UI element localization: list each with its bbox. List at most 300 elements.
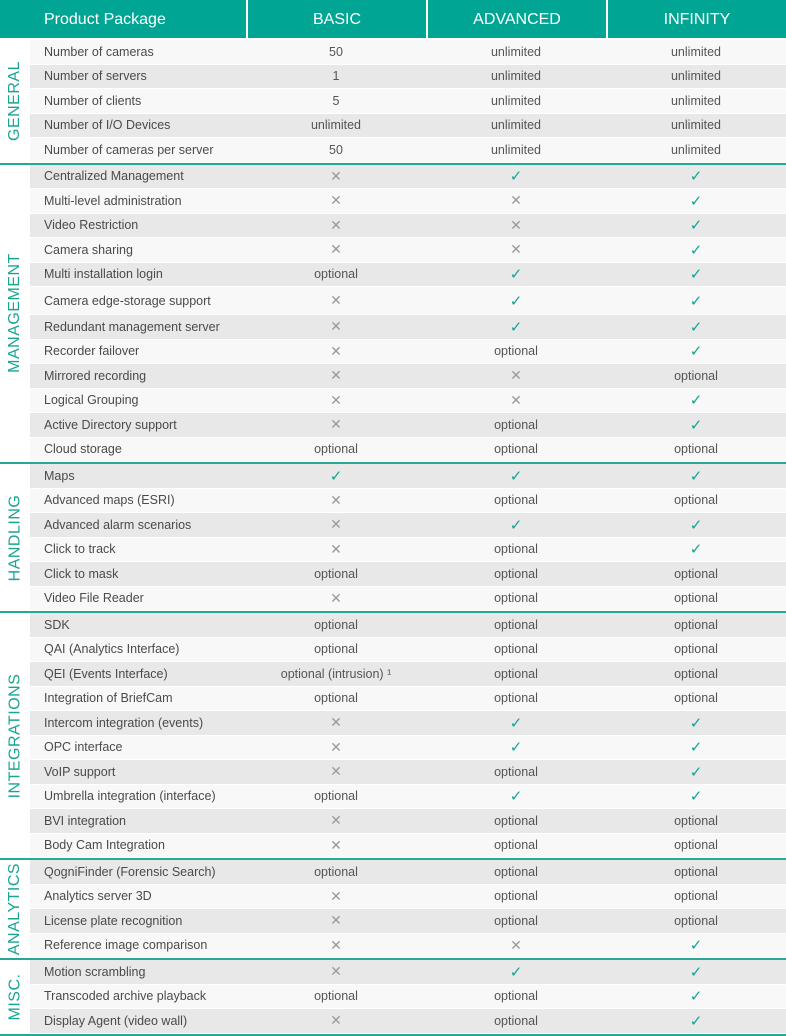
infinity-value: optional bbox=[674, 691, 718, 706]
feature-name: OPC interface bbox=[44, 740, 123, 755]
basic-value: optional bbox=[314, 989, 358, 1004]
section-management bbox=[0, 165, 786, 465]
table-row bbox=[30, 985, 786, 1010]
table-row bbox=[30, 613, 786, 638]
feature-name: Motion scrambling bbox=[44, 964, 146, 979]
advanced-cell bbox=[426, 467, 606, 485]
check-icon: ✓ bbox=[689, 1012, 703, 1030]
basic-value: optional bbox=[314, 442, 358, 457]
infinity-cell bbox=[606, 914, 786, 928]
table-row bbox=[30, 65, 786, 90]
basic-cell bbox=[246, 642, 426, 656]
basic-cell bbox=[246, 467, 426, 485]
section-label bbox=[0, 960, 30, 1034]
infinity-cell bbox=[606, 493, 786, 507]
feature-name: Active Directory support bbox=[44, 417, 177, 432]
basic-cell bbox=[246, 789, 426, 803]
cross-icon: ✕ bbox=[330, 491, 342, 508]
table-row bbox=[30, 489, 786, 514]
basic-cell bbox=[246, 118, 426, 132]
feature-comparison-table bbox=[0, 40, 786, 1036]
section-handling bbox=[0, 464, 786, 613]
table-row bbox=[30, 287, 786, 315]
basic-cell bbox=[246, 812, 426, 829]
basic-value: 1 bbox=[332, 69, 340, 84]
cross-icon: ✕ bbox=[330, 292, 342, 308]
check-icon: ✓ bbox=[689, 988, 703, 1006]
table-row bbox=[30, 834, 786, 859]
table-row bbox=[30, 238, 786, 263]
table-row bbox=[30, 89, 786, 114]
section-misc bbox=[0, 960, 786, 1036]
table-row bbox=[30, 315, 786, 340]
table-row bbox=[30, 214, 786, 239]
table-row bbox=[30, 138, 786, 163]
table-row bbox=[30, 165, 786, 190]
basic-cell bbox=[246, 168, 426, 185]
check-icon: ✓ bbox=[509, 266, 523, 284]
basic-cell bbox=[246, 143, 426, 157]
infinity-value: optional bbox=[674, 617, 718, 632]
advanced-cell bbox=[426, 318, 606, 336]
section-label-text: MISC. bbox=[6, 973, 24, 1021]
cross-icon: ✕ bbox=[510, 216, 522, 233]
advanced-value: optional bbox=[494, 344, 538, 359]
advanced-value: optional bbox=[494, 889, 538, 904]
feature-name: Multi installation login bbox=[44, 267, 163, 282]
check-icon: ✓ bbox=[509, 963, 523, 981]
feature-name: QEI (Events Interface) bbox=[44, 666, 168, 681]
infinity-cell bbox=[606, 241, 786, 259]
basic-cell bbox=[246, 763, 426, 780]
advanced-cell bbox=[426, 814, 606, 828]
cross-icon: ✕ bbox=[330, 887, 342, 904]
table-row bbox=[30, 513, 786, 538]
cross-icon: ✕ bbox=[330, 391, 342, 408]
basic-cell bbox=[246, 343, 426, 360]
check-icon: ✓ bbox=[689, 217, 703, 235]
advanced-cell bbox=[426, 667, 606, 681]
table-row bbox=[30, 364, 786, 389]
advanced-cell bbox=[426, 567, 606, 581]
feature-name: Integration of BriefCam bbox=[44, 691, 173, 706]
check-icon: ✓ bbox=[689, 343, 703, 361]
feature-name: Number of I/O Devices bbox=[44, 118, 171, 133]
table-row bbox=[30, 114, 786, 139]
section-label-text: INTEGRATIONS bbox=[6, 673, 24, 798]
basic-value: optional bbox=[314, 617, 358, 632]
check-icon: ✓ bbox=[689, 266, 703, 284]
feature-name: Video Restriction bbox=[44, 218, 139, 233]
advanced-cell bbox=[426, 787, 606, 805]
advanced-value: optional bbox=[494, 764, 538, 779]
basic-cell bbox=[246, 541, 426, 558]
cross-icon: ✕ bbox=[510, 936, 522, 953]
table-row bbox=[30, 785, 786, 810]
check-icon: ✓ bbox=[329, 467, 343, 485]
advanced-value: optional bbox=[494, 691, 538, 706]
infinity-value: unlimited bbox=[670, 118, 722, 133]
infinity-cell bbox=[606, 118, 786, 132]
advanced-cell bbox=[426, 838, 606, 852]
basic-cell bbox=[246, 241, 426, 258]
basic-value: optional bbox=[314, 864, 358, 879]
basic-value: 50 bbox=[329, 142, 343, 157]
basic-cell bbox=[246, 912, 426, 929]
basic-cell bbox=[246, 888, 426, 905]
advanced-cell bbox=[426, 1014, 606, 1028]
section-label bbox=[0, 165, 30, 463]
cross-icon: ✕ bbox=[330, 167, 342, 184]
feature-name: Number of clients bbox=[44, 93, 142, 108]
advanced-value: optional bbox=[494, 913, 538, 928]
infinity-cell bbox=[606, 738, 786, 756]
advanced-cell bbox=[426, 265, 606, 283]
infinity-cell bbox=[606, 763, 786, 781]
check-icon: ✓ bbox=[509, 739, 523, 757]
section-label bbox=[0, 464, 30, 611]
infinity-cell bbox=[606, 516, 786, 534]
check-icon: ✓ bbox=[689, 292, 703, 310]
basic-cell bbox=[246, 192, 426, 209]
advanced-value: optional bbox=[494, 417, 538, 432]
table-row bbox=[30, 662, 786, 687]
check-icon: ✓ bbox=[689, 192, 703, 210]
infinity-cell bbox=[606, 216, 786, 234]
basic-cell bbox=[246, 492, 426, 509]
header-infinity: INFINITY bbox=[608, 0, 786, 38]
section-label bbox=[0, 40, 30, 163]
table-row bbox=[30, 263, 786, 288]
basic-cell bbox=[246, 937, 426, 954]
basic-cell bbox=[246, 217, 426, 234]
section-analytics bbox=[0, 860, 786, 960]
check-icon: ✓ bbox=[689, 763, 703, 781]
basic-cell bbox=[246, 865, 426, 879]
advanced-value: optional bbox=[494, 566, 538, 581]
advanced-cell bbox=[426, 963, 606, 981]
section-label bbox=[0, 860, 30, 958]
advanced-cell bbox=[426, 167, 606, 185]
infinity-cell bbox=[606, 192, 786, 210]
feature-name: Camera edge-storage support bbox=[44, 293, 211, 308]
infinity-cell bbox=[606, 714, 786, 732]
infinity-cell bbox=[606, 963, 786, 981]
feature-name: Number of cameras per server bbox=[44, 142, 214, 157]
feature-name: Recorder failover bbox=[44, 344, 140, 359]
feature-name: Number of servers bbox=[44, 69, 147, 84]
section-label-text: MANAGEMENT bbox=[6, 253, 24, 374]
feature-name: Advanced alarm scenarios bbox=[44, 517, 192, 532]
feature-name: BVI integration bbox=[44, 813, 126, 828]
check-icon: ✓ bbox=[689, 467, 703, 485]
infinity-cell bbox=[606, 69, 786, 83]
cross-icon: ✕ bbox=[510, 367, 522, 384]
check-icon: ✓ bbox=[689, 541, 703, 559]
infinity-value: unlimited bbox=[670, 93, 722, 108]
table-row bbox=[30, 885, 786, 910]
feature-name: Multi-level administration bbox=[44, 193, 182, 208]
advanced-value: optional bbox=[494, 1013, 538, 1028]
check-icon: ✓ bbox=[689, 241, 703, 259]
infinity-cell bbox=[606, 292, 786, 310]
advanced-cell bbox=[426, 217, 606, 234]
section-integrations bbox=[0, 613, 786, 860]
advanced-value: optional bbox=[494, 666, 538, 681]
infinity-cell bbox=[606, 416, 786, 434]
table-row bbox=[30, 760, 786, 785]
table-row bbox=[30, 40, 786, 65]
advanced-value: optional bbox=[494, 813, 538, 828]
infinity-cell bbox=[606, 369, 786, 383]
check-icon: ✓ bbox=[689, 788, 703, 806]
check-icon: ✓ bbox=[509, 714, 523, 732]
infinity-cell bbox=[606, 667, 786, 681]
infinity-value: optional bbox=[674, 666, 718, 681]
advanced-cell bbox=[426, 118, 606, 132]
check-icon: ✓ bbox=[509, 516, 523, 534]
feature-name: Body Cam Integration bbox=[44, 838, 165, 853]
cross-icon: ✕ bbox=[510, 192, 522, 209]
advanced-cell bbox=[426, 241, 606, 258]
basic-cell bbox=[246, 667, 426, 681]
table-row bbox=[30, 1009, 786, 1034]
cross-icon: ✕ bbox=[330, 516, 342, 533]
feature-name: Number of cameras bbox=[44, 44, 154, 59]
header-product-package: Product Package bbox=[0, 0, 246, 38]
table-row bbox=[30, 464, 786, 489]
table-row bbox=[30, 389, 786, 414]
cross-icon: ✕ bbox=[330, 812, 342, 829]
feature-name: Display Agent (video wall) bbox=[44, 1013, 188, 1028]
advanced-cell bbox=[426, 69, 606, 83]
infinity-value: optional bbox=[674, 813, 718, 828]
cross-icon: ✕ bbox=[330, 416, 342, 433]
check-icon: ✓ bbox=[689, 714, 703, 732]
section-general bbox=[0, 40, 786, 165]
feature-name: SDK bbox=[44, 617, 70, 632]
infinity-value: optional bbox=[674, 591, 718, 606]
advanced-cell bbox=[426, 516, 606, 534]
basic-cell bbox=[246, 416, 426, 433]
advanced-cell bbox=[426, 914, 606, 928]
basic-cell bbox=[246, 318, 426, 335]
table-row bbox=[30, 809, 786, 834]
check-icon: ✓ bbox=[509, 318, 523, 336]
advanced-cell bbox=[426, 865, 606, 879]
advanced-cell bbox=[426, 738, 606, 756]
feature-name: VoIP support bbox=[44, 764, 116, 779]
infinity-cell bbox=[606, 467, 786, 485]
advanced-value: unlimited bbox=[490, 69, 542, 84]
feature-name: Click to mask bbox=[44, 566, 119, 581]
basic-cell bbox=[246, 69, 426, 83]
table-row bbox=[30, 736, 786, 761]
table-row bbox=[30, 538, 786, 563]
cross-icon: ✕ bbox=[330, 836, 342, 853]
cross-icon: ✕ bbox=[510, 241, 522, 258]
cross-icon: ✕ bbox=[330, 216, 342, 233]
feature-name: QogniFinder (Forensic Search) bbox=[44, 864, 216, 879]
cross-icon: ✕ bbox=[330, 738, 342, 755]
infinity-cell bbox=[606, 865, 786, 879]
basic-cell bbox=[246, 45, 426, 59]
basic-cell bbox=[246, 714, 426, 731]
section-label-text: HANDLING bbox=[6, 494, 23, 581]
advanced-cell bbox=[426, 344, 606, 358]
infinity-value: unlimited bbox=[670, 44, 722, 59]
advanced-value: optional bbox=[494, 617, 538, 632]
feature-name: Maps bbox=[44, 468, 75, 483]
feature-name: Reference image comparison bbox=[44, 938, 208, 953]
advanced-cell bbox=[426, 889, 606, 903]
advanced-value: unlimited bbox=[490, 93, 542, 108]
advanced-cell bbox=[426, 392, 606, 409]
infinity-cell bbox=[606, 591, 786, 605]
table-row bbox=[30, 562, 786, 587]
basic-value: optional bbox=[314, 691, 358, 706]
section-label bbox=[0, 613, 30, 858]
check-icon: ✓ bbox=[509, 292, 523, 310]
infinity-cell bbox=[606, 987, 786, 1005]
cross-icon: ✕ bbox=[510, 391, 522, 408]
infinity-cell bbox=[606, 540, 786, 558]
cross-icon: ✕ bbox=[330, 714, 342, 731]
infinity-cell bbox=[606, 787, 786, 805]
basic-cell bbox=[246, 989, 426, 1003]
basic-cell bbox=[246, 516, 426, 533]
basic-cell bbox=[246, 1012, 426, 1029]
cross-icon: ✕ bbox=[330, 589, 342, 606]
basic-cell bbox=[246, 739, 426, 756]
feature-name: Logical Grouping bbox=[44, 393, 139, 408]
cross-icon: ✕ bbox=[330, 1012, 342, 1029]
infinity-cell bbox=[606, 318, 786, 336]
cross-icon: ✕ bbox=[330, 318, 342, 335]
basic-cell bbox=[246, 392, 426, 409]
basic-cell bbox=[246, 618, 426, 632]
basic-cell bbox=[246, 963, 426, 980]
basic-value: optional (intrusion) ¹ bbox=[280, 666, 392, 681]
basic-cell bbox=[246, 567, 426, 581]
feature-name: License plate recognition bbox=[44, 913, 183, 928]
infinity-value: optional bbox=[674, 368, 718, 383]
feature-name: Umbrella integration (interface) bbox=[44, 789, 216, 804]
table-row bbox=[30, 860, 786, 885]
table-row bbox=[30, 909, 786, 934]
feature-name: Camera sharing bbox=[44, 242, 133, 257]
advanced-cell bbox=[426, 591, 606, 605]
infinity-value: optional bbox=[674, 442, 718, 457]
infinity-cell bbox=[606, 45, 786, 59]
table-row bbox=[30, 189, 786, 214]
advanced-cell bbox=[426, 367, 606, 384]
feature-name: Centralized Management bbox=[44, 169, 184, 184]
table-row bbox=[30, 711, 786, 736]
feature-name: Intercom integration (events) bbox=[44, 715, 204, 730]
feature-name: Redundant management server bbox=[44, 319, 220, 334]
advanced-value: unlimited bbox=[490, 118, 542, 133]
check-icon: ✓ bbox=[689, 963, 703, 981]
table-row bbox=[30, 587, 786, 612]
table-header bbox=[0, 0, 786, 38]
cross-icon: ✕ bbox=[330, 936, 342, 953]
feature-name: Transcoded archive playback bbox=[44, 989, 207, 1004]
header-basic: BASIC bbox=[248, 0, 426, 38]
advanced-cell bbox=[426, 542, 606, 556]
advanced-value: optional bbox=[494, 989, 538, 1004]
table-row bbox=[30, 960, 786, 985]
advanced-value: optional bbox=[494, 493, 538, 508]
infinity-cell bbox=[606, 167, 786, 185]
advanced-cell bbox=[426, 493, 606, 507]
cross-icon: ✕ bbox=[330, 241, 342, 258]
check-icon: ✓ bbox=[509, 467, 523, 485]
cross-icon: ✕ bbox=[330, 963, 342, 980]
header-advanced: ADVANCED bbox=[428, 0, 606, 38]
advanced-value: optional bbox=[494, 838, 538, 853]
advanced-cell bbox=[426, 292, 606, 310]
advanced-cell bbox=[426, 642, 606, 656]
cross-icon: ✕ bbox=[330, 192, 342, 209]
check-icon: ✓ bbox=[689, 937, 703, 955]
advanced-cell bbox=[426, 618, 606, 632]
infinity-cell bbox=[606, 936, 786, 954]
advanced-cell bbox=[426, 691, 606, 705]
basic-value: optional bbox=[314, 642, 358, 657]
advanced-value: optional bbox=[494, 542, 538, 557]
infinity-value: optional bbox=[674, 864, 718, 879]
infinity-cell bbox=[606, 889, 786, 903]
infinity-cell bbox=[606, 642, 786, 656]
feature-name: Advanced maps (ESRI) bbox=[44, 493, 175, 508]
check-icon: ✓ bbox=[689, 392, 703, 410]
advanced-cell bbox=[426, 765, 606, 779]
advanced-cell bbox=[426, 937, 606, 954]
table-row bbox=[30, 687, 786, 712]
infinity-cell bbox=[606, 618, 786, 632]
infinity-cell bbox=[606, 143, 786, 157]
advanced-cell bbox=[426, 192, 606, 209]
advanced-cell bbox=[426, 714, 606, 732]
basic-cell bbox=[246, 292, 426, 309]
feature-name: Cloud storage bbox=[44, 442, 122, 457]
infinity-value: optional bbox=[674, 838, 718, 853]
infinity-value: optional bbox=[674, 642, 718, 657]
basic-value: 50 bbox=[329, 44, 343, 59]
check-icon: ✓ bbox=[689, 318, 703, 336]
infinity-value: unlimited bbox=[670, 69, 722, 84]
cross-icon: ✕ bbox=[330, 367, 342, 384]
infinity-value: optional bbox=[674, 889, 718, 904]
advanced-cell bbox=[426, 94, 606, 108]
basic-cell bbox=[246, 590, 426, 607]
table-row bbox=[30, 638, 786, 663]
infinity-cell bbox=[606, 265, 786, 283]
feature-name: Click to track bbox=[44, 542, 116, 557]
check-icon: ✓ bbox=[689, 168, 703, 186]
check-icon: ✓ bbox=[689, 416, 703, 434]
advanced-value: unlimited bbox=[490, 142, 542, 157]
infinity-cell bbox=[606, 838, 786, 852]
infinity-value: unlimited bbox=[670, 142, 722, 157]
infinity-cell bbox=[606, 391, 786, 409]
check-icon: ✓ bbox=[509, 788, 523, 806]
basic-cell bbox=[246, 442, 426, 456]
basic-value: unlimited bbox=[310, 118, 362, 133]
advanced-value: optional bbox=[494, 864, 538, 879]
table-row bbox=[30, 413, 786, 438]
